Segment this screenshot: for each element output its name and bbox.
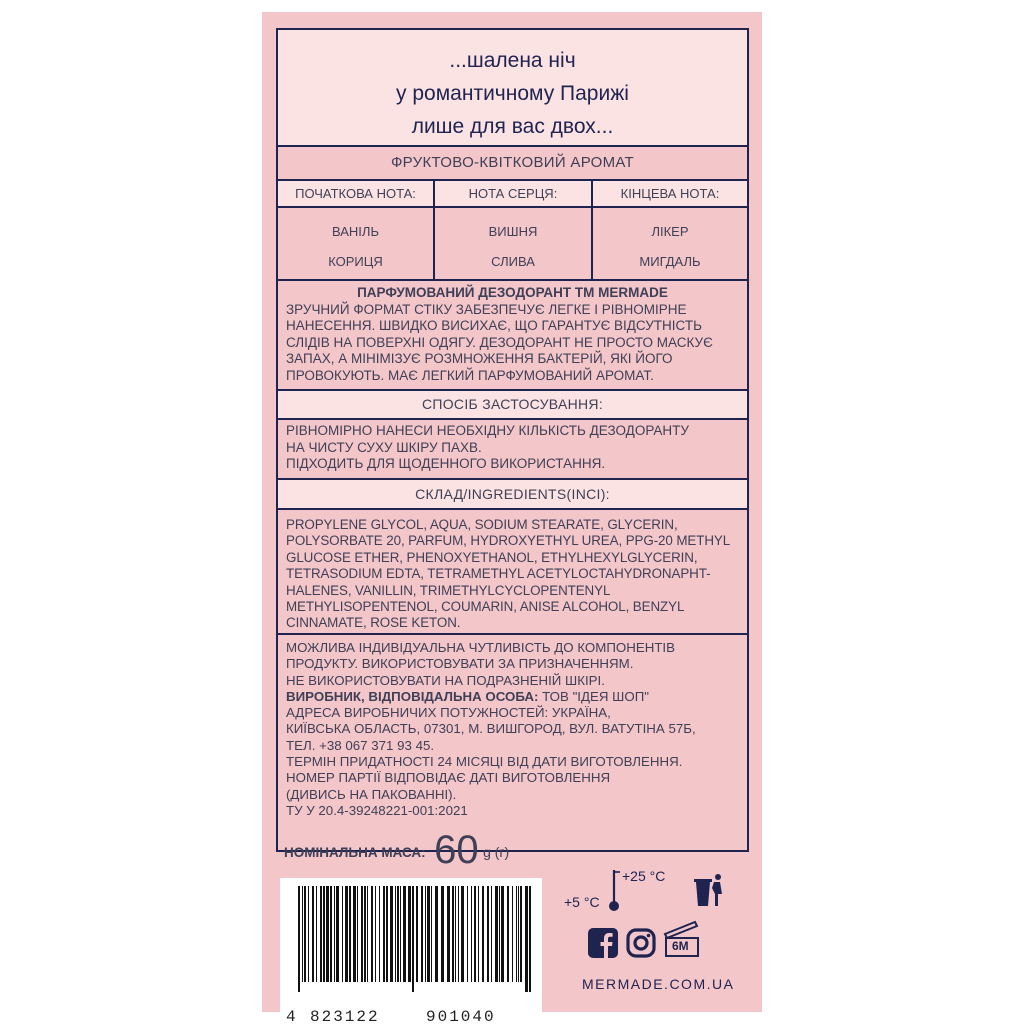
info-line: АДРЕСА ВИРОБНИЧИХ ПОТУЖНОСТЕЙ: УКРАЇНА, — [286, 705, 611, 721]
info-line: КИЇВСЬКА ОБЛАСТЬ, 07301, М. ВИШГОРОД, ВУЛ. ВАТУТІНА 57Б, — [286, 721, 696, 737]
barcode-bar — [345, 886, 348, 982]
instagram-icon[interactable] — [626, 928, 656, 958]
temperature-min: +5 °C — [564, 894, 600, 910]
barcode-bar — [427, 886, 430, 982]
info-line: НЕ ВИКОРИСТОВУВАТИ НА ПОДРАЗНЕНІЙ ШКІРІ. — [286, 672, 605, 688]
barcode-bar — [495, 886, 498, 982]
info-line: (ДИВИСЬ НА ПАКОВАННІ). — [286, 786, 457, 802]
product-line: ЗРУЧНИЙ ФОРМАТ СТІКУ ЗАБЕЗПЕЧУЄ ЛЕГКЕ І РІВНОМІРНЕ — [286, 301, 687, 317]
note-item: ВИШНЯ — [488, 224, 538, 239]
product-line: НАНЕСЕННЯ. ШВИДКО ВИСИХАЄ, ЩО ГАРАНТУЄ ВІДСУТНІСТЬ — [286, 318, 702, 334]
product-section — [278, 281, 747, 391]
note-col-heart — [435, 208, 593, 279]
barcode-bar — [491, 886, 492, 982]
product-line: СЛІДІВ НА ПОВЕРХНІ ОДЯГУ. ДЕЗОДОРАНТ НЕ ПРОСТО МАСКУЄ — [286, 334, 713, 350]
barcode-bar — [336, 886, 339, 982]
barcode-bar — [518, 886, 519, 982]
nominal-mass — [284, 828, 509, 873]
barcode-bar — [467, 886, 468, 982]
info-section — [278, 635, 747, 823]
ingredients-title: СКЛАД/INGREDIENTS(INCI): — [415, 486, 610, 502]
barcode-bar — [395, 886, 396, 982]
notes-body-row — [278, 208, 747, 281]
usage-line: ПІДХОДИТЬ ДЛЯ ЩОДЕННОГО ВИКОРИСТАННЯ. — [286, 456, 606, 472]
barcode-bar — [349, 886, 351, 982]
maker-line — [286, 689, 739, 705]
barcode-bar — [353, 886, 356, 982]
barcode-bar — [357, 886, 358, 982]
thermometer-icon — [604, 868, 624, 914]
usage-line: РІВНОМІРНО НАНЕСИ НЕОБХІДНУ КІЛЬКІСТЬ ДЕЗОДОРАНТУ — [286, 423, 689, 438]
barcode-bar — [529, 886, 531, 992]
barcode-bar — [320, 886, 322, 982]
barcode-digits-left: 823122 — [310, 1008, 380, 1026]
note-item: ЛІКЕР — [651, 224, 689, 239]
barcode-digits-right: 901040 — [426, 1008, 496, 1026]
barcode-bar — [397, 886, 399, 982]
barcode-bar — [474, 886, 476, 982]
barcode-bar — [326, 886, 329, 982]
note-col-top — [278, 208, 435, 279]
note-item: СЛИВА — [491, 254, 535, 269]
note-header-heart: НОТА СЕРЦЯ: — [435, 181, 593, 206]
barcode — [280, 878, 542, 1026]
ingredient-line: GLUCOSE ETHER, PHENOXYETHANOL, ETHYLHEXYLGLYCERIN, — [286, 549, 698, 565]
barcode-bar — [455, 886, 456, 982]
ingredients-header — [278, 480, 747, 510]
barcode-bar — [421, 886, 423, 982]
aroma-title: ФРУКТОВО-КВІТКОВИЙ АРОМАТ — [390, 154, 635, 171]
mass-value: 60 — [434, 828, 479, 872]
note-header-base: КІНЦЕВА НОТА: — [620, 186, 720, 201]
barcode-bar — [408, 886, 411, 982]
notes-header-row — [278, 181, 747, 208]
barcode-bar — [383, 886, 385, 982]
barcode-bar — [323, 886, 325, 982]
note-item: МИГДАЛЬ — [639, 254, 701, 269]
barcode-bar — [304, 886, 306, 982]
product-title: ПАРФУМОВАНИЙ ДЕЗОДОРАНТ ТМ MERMADE — [357, 285, 668, 300]
slogan-section — [278, 30, 747, 147]
barcode-bar — [342, 886, 343, 982]
usage-header — [278, 391, 747, 420]
ingredient-line: TETRASODIUM EDTA, TETRAMETHYL ACETYLOCTAHYDRONAPHT- — [286, 566, 711, 582]
info-line: ТУ У 20.4-39248221-001:2021 — [286, 802, 468, 818]
barcode-bar — [471, 886, 472, 982]
ingredient-line: HALENES, VANILLIN, TRIMETHYLCYCLOPENTENYL — [286, 582, 611, 598]
ingredient-line: POLYSORBATE 20, PARFUM, HYDROXYETHYL UREA, PPG-20 METHYL — [286, 533, 731, 549]
usage-body — [278, 420, 747, 480]
barcode-bar — [447, 886, 450, 982]
barcode-bar — [501, 886, 504, 982]
barcode-bar — [367, 886, 368, 982]
barcode-bar — [379, 886, 380, 982]
info-line: МОЖЛИВА ІНДИВІДУАЛЬНА ЧУТЛИВІСТЬ ДО КОМПОНЕНТІВ — [286, 640, 675, 655]
slogan-line: ...шалена ніч — [449, 49, 576, 72]
usage-title: СПОСІБ ЗАСТОСУВАННЯ: — [421, 396, 604, 412]
info-line: НОМЕР ПАРТІЇ ВІДПОВІДАЄ ДАТІ ВИГОТОВЛЕННЯ — [286, 770, 611, 786]
product-line: ЗАПАХ, А МІНІМІЗУЄ РОЗМНОЖЕННЯ БАКТЕРІЙ, ЯКІ ЙОГО — [286, 351, 673, 367]
usage-line: НА ЧИСТУ СУХУ ШКІРУ ПАХВ. — [286, 439, 482, 455]
barcode-bar — [425, 886, 426, 982]
slogan-line: у романтичному Парижі — [396, 82, 629, 105]
info-line: ТЕРМІН ПРИДАТНОСТІ 24 МІСЯЦІ ВІД ДАТИ ВИГОТОВЛЕННЯ. — [286, 754, 683, 770]
barcode-bar — [512, 886, 513, 982]
info-line: ПРОДУКТУ. ВИКОРИСТОВУВАТИ ЗА ПРИЗНАЧЕННЯМ. — [286, 656, 634, 672]
barcode-bar — [361, 886, 363, 982]
note-item: ВАНІЛЬ — [332, 224, 379, 239]
barcode-bar — [461, 886, 464, 982]
barcode-bar — [458, 886, 459, 982]
barcode-bar — [441, 886, 444, 982]
barcode-bar — [386, 886, 388, 982]
barcode-bar — [487, 886, 489, 982]
barcode-bar — [525, 886, 528, 992]
maker-value: ТОВ "ІДЕЯ ШОП" — [538, 688, 649, 704]
barcode-bar — [316, 886, 317, 982]
barcode-bar — [312, 886, 314, 982]
trash-bin-person-icon — [690, 870, 726, 910]
barcode-bar — [375, 886, 376, 982]
barcode-bar — [431, 886, 432, 982]
product-line: ПРОВОКУЮТЬ. МАЄ ЛЕГКИЙ ПАРФУМОВАНИЙ АРОМАТ. — [286, 367, 654, 383]
barcode-bar — [452, 886, 454, 982]
facebook-icon[interactable] — [588, 928, 618, 958]
barcode-bar — [516, 886, 517, 982]
barcode-bar — [334, 886, 335, 982]
barcode-bar — [435, 886, 438, 982]
barcode-bar — [403, 886, 406, 982]
barcode-bar — [412, 886, 414, 992]
label-panel — [276, 28, 749, 852]
barcode-bar — [302, 886, 303, 982]
barcode-bar — [298, 886, 300, 992]
note-col-base — [593, 208, 747, 279]
barcode-bar — [478, 886, 479, 982]
barcode-bar — [482, 886, 484, 982]
maker-label: ВИРОБНИК, ВІДПОВІДАЛЬНА ОСОБА: — [286, 688, 539, 704]
mass-label: НОМІНАЛЬНА МАСА: — [284, 845, 426, 860]
mass-unit: g (г) — [483, 844, 510, 860]
ingredients-body — [278, 510, 747, 635]
barcode-bar — [499, 886, 500, 982]
barcode-bar — [330, 886, 332, 982]
barcode-bar — [507, 886, 509, 982]
barcode-bar — [416, 886, 418, 982]
barcode-bars — [280, 882, 542, 992]
info-line: ТЕЛ. +38 067 371 93 45. — [286, 737, 435, 753]
aroma-section — [278, 147, 747, 181]
slogan-line: лише для вас двох... — [411, 115, 614, 138]
barcode-digit-lead: 4 — [286, 1008, 296, 1026]
pao-label: 6M — [672, 939, 689, 953]
ingredient-line: PROPYLENE GLYCOL, AQUA, SODIUM STEARATE, GLYCERIN, — [286, 517, 678, 532]
barcode-bar — [364, 886, 366, 982]
barcode-bar — [390, 886, 393, 982]
barcode-bar — [520, 886, 522, 982]
barcode-bar — [308, 886, 309, 982]
barcode-bar — [400, 886, 401, 982]
ingredient-line: CINNAMATE, ROSE KETON. — [286, 615, 461, 631]
note-header-top: ПОЧАТКОВА НОТА: — [278, 181, 435, 206]
barcode-bar — [371, 886, 373, 982]
ingredient-line: METHYLISOPENTENOL, COUMARIN, ANISE ALCOHOL, BENZYL — [286, 599, 685, 615]
temperature-max: +25 °C — [622, 868, 666, 884]
website-link[interactable]: MERMADE.COM.UA — [582, 976, 735, 992]
note-item: КОРИЦЯ — [328, 254, 383, 269]
